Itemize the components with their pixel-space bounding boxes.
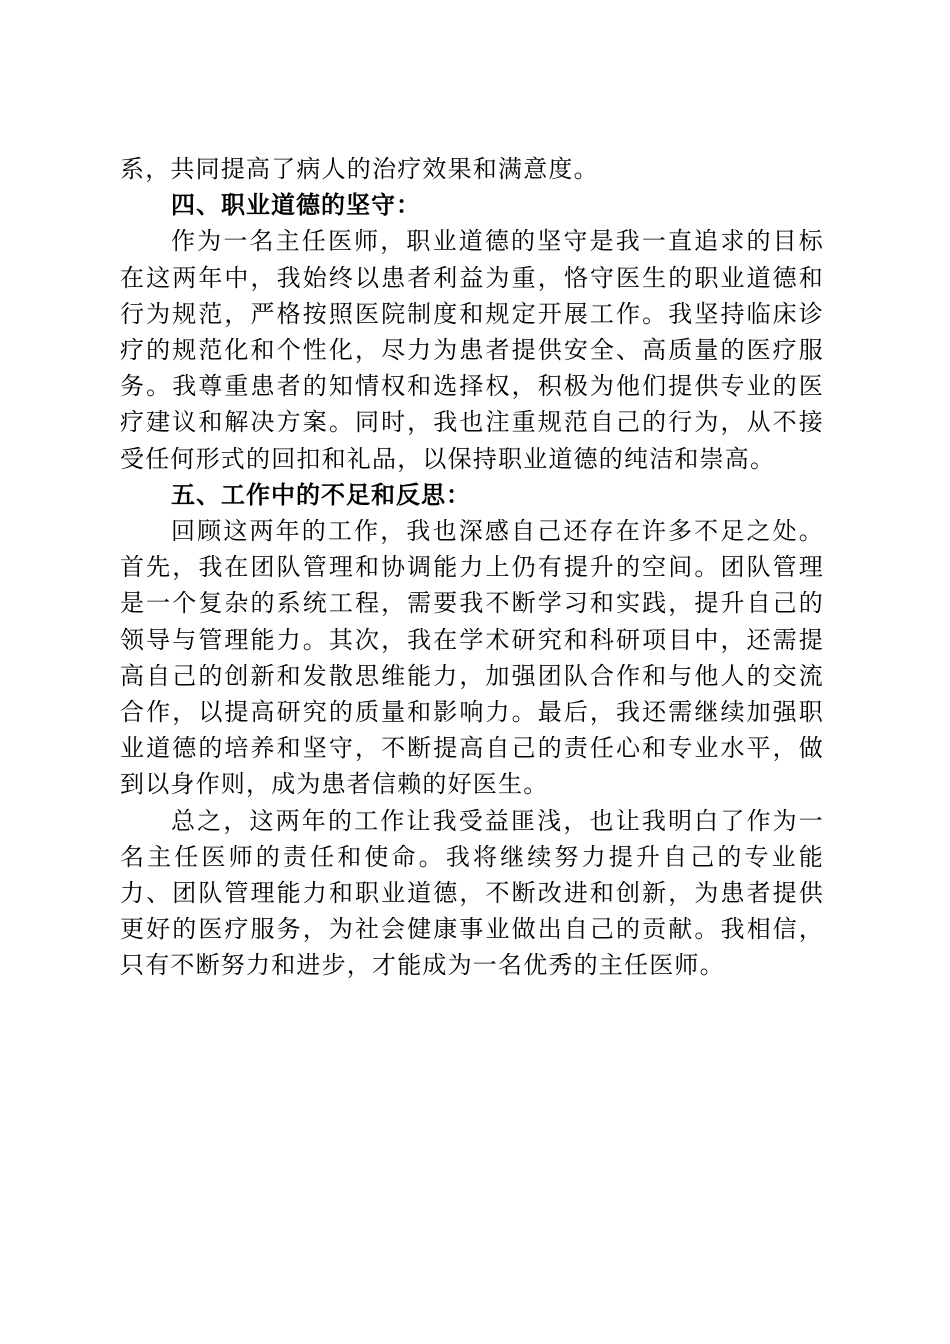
paragraph-professional-ethics: 作为一名主任医师，职业道德的坚守是我一直追求的目标在这两年中，我始终以患者利益为重，恪守医生的职业道德和行为规范，严格按照医院制度和规定开展工作。我坚持临床诊疗的规范化和个性化，尽力为患者提供安全、高质量的医疗服务。我尊重患者的知情权和选择权，积极为他们提供专业的医疗建议和解决方案。同时，我也注重规范自己的行为，从不接受任何形式的回扣和礼品，以保持职业道德的纯洁和崇高。 — [120, 227, 824, 473]
paragraph-shortcomings: 回顾这两年的工作，我也深感自己还存在许多不足之处。首先，我在团队管理和协调能力上仍有提升的空间。团队管理是一个复杂的系统工程，需要我不断学习和实践，提升自己的领导与管理能力。其次，我在学术研究和科研项目中，还需提高自己的创新和发散思维能力，加强团队合作和与他人的交流合作，以提高研究的质量和影响力。最后，我还需继续加强职业道德的培养和坚守，不断提高自己的责任心和专业水平，做到以身作则，成为患者信赖的好医生。 — [120, 517, 824, 799]
section-heading-professional-ethics: 四、职业道德的坚守： — [171, 191, 421, 220]
paragraph-continued: 系，共同提高了病人的治疗效果和满意度。 — [120, 155, 599, 183]
paragraph-conclusion: 总之，这两年的工作让我受益匪浅，也让我明白了作为一名主任医师的责任和使命。我将继续努力提升自己的专业能力、团队管理能力和职业道德，不断改进和创新，为患者提供更好的医疗服务，为社会健康事业做出自己的贡献。我相信，只有不断努力和进步，才能成为一名优秀的主任医师。 — [120, 806, 824, 980]
document-body — [120, 151, 824, 984]
section-heading-shortcomings: 五、工作中的不足和反思： — [171, 480, 471, 509]
